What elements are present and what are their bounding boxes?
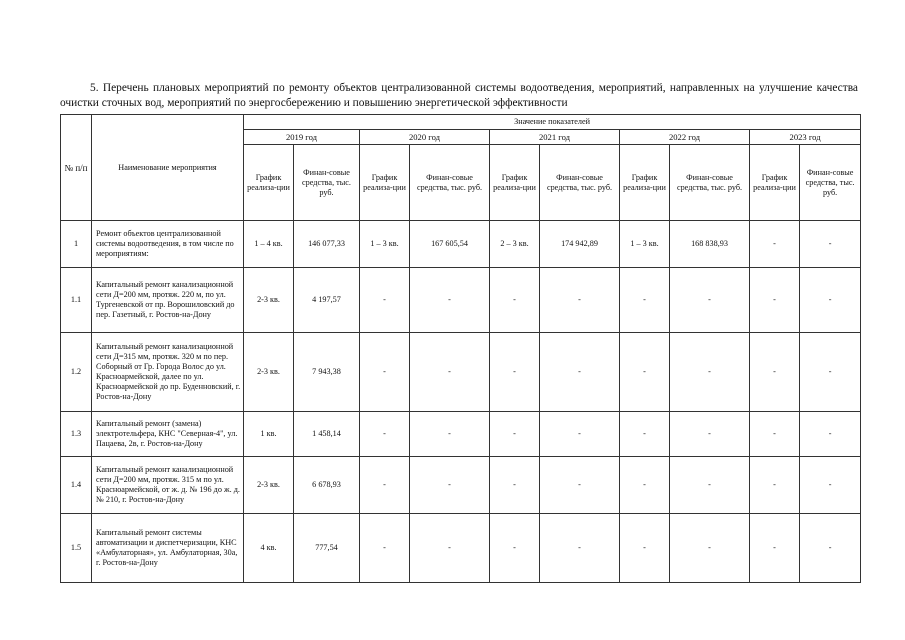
schedule-cell: 1 – 3 кв. xyxy=(360,221,410,268)
row-number: 1 xyxy=(61,221,92,268)
funds-cell: - xyxy=(800,268,861,333)
row-number: 1.5 xyxy=(61,514,92,583)
schedule-cell: - xyxy=(750,221,800,268)
funds-cell: - xyxy=(800,221,861,268)
funds-cell: - xyxy=(410,268,490,333)
funds-cell: 146 077,33 xyxy=(294,221,360,268)
schedule-cell: - xyxy=(620,412,670,457)
schedule-cell: - xyxy=(360,333,410,412)
row-number: 1.1 xyxy=(61,268,92,333)
year-header: 2022 год xyxy=(620,130,750,145)
funds-cell: - xyxy=(540,514,620,583)
row-number: 1.4 xyxy=(61,457,92,514)
funds-cell: - xyxy=(410,457,490,514)
schedule-cell: - xyxy=(490,333,540,412)
column-header-name: Наименование мероприятия xyxy=(92,115,244,221)
funds-cell: - xyxy=(540,333,620,412)
table-row xyxy=(61,514,861,583)
funds-header: Финан-совые средства, тыс. руб. xyxy=(294,145,360,221)
schedule-cell: - xyxy=(750,457,800,514)
funds-cell: - xyxy=(800,514,861,583)
funds-cell: - xyxy=(800,457,861,514)
funds-cell: 168 838,93 xyxy=(670,221,750,268)
schedule-cell: 1 – 3 кв. xyxy=(620,221,670,268)
schedule-cell: - xyxy=(750,268,800,333)
funds-header: Финан-совые средства, тыс. руб. xyxy=(410,145,490,221)
funds-cell: - xyxy=(670,412,750,457)
year-header: 2021 год xyxy=(490,130,620,145)
funds-cell: - xyxy=(670,514,750,583)
funds-cell: 1 458,14 xyxy=(294,412,360,457)
funds-cell: - xyxy=(410,412,490,457)
table-row xyxy=(61,333,861,412)
schedule-header: График реализа-ции xyxy=(490,145,540,221)
schedule-cell: - xyxy=(490,457,540,514)
schedule-header: График реализа-ции xyxy=(360,145,410,221)
schedule-header: График реализа-ции xyxy=(750,145,800,221)
measure-name: Капитальный ремонт канализационной сети Д=315 мм, протяж. 320 м по пер. Соборный от Гр. Города Волос до ул. Красноармейской, далее по ул. Красноармейской до пр. Буденновский, г. Ростов-на-Дону xyxy=(92,333,244,412)
schedule-cell: - xyxy=(750,333,800,412)
measure-name: Ремонт объектов централизованной системы водоотведения, в том числе по мероприятиям: xyxy=(92,221,244,268)
schedule-cell: 2-3 кв. xyxy=(244,268,294,333)
measure-name: Капитальный ремонт системы автоматизации и диспетчеризации, КНС «Амбулаторная», ул. Амбулаторная, 30а, г. Ростов-на-Дону xyxy=(92,514,244,583)
schedule-cell: - xyxy=(490,268,540,333)
funds-cell: - xyxy=(800,412,861,457)
measure-name: Капитальный ремонт канализационной сети Д=200 мм, протяж. 315 м по ул. Красноармейской, от ж. д. № 196 до ж. д. № 210, г. Ростов-на-Дону xyxy=(92,457,244,514)
schedule-cell: - xyxy=(360,514,410,583)
schedule-cell: - xyxy=(490,514,540,583)
schedule-cell: - xyxy=(620,514,670,583)
schedule-cell: - xyxy=(750,514,800,583)
column-header-number: № п/п xyxy=(61,115,92,221)
schedule-cell: 2-3 кв. xyxy=(244,333,294,412)
table-row xyxy=(61,457,861,514)
funds-cell: - xyxy=(540,412,620,457)
year-header: 2023 год xyxy=(750,130,861,145)
funds-cell: 7 943,38 xyxy=(294,333,360,412)
funds-cell: 174 942,89 xyxy=(540,221,620,268)
row-number: 1.2 xyxy=(61,333,92,412)
schedule-cell: - xyxy=(620,333,670,412)
section-heading: 5. Перечень плановых мероприятий по ремонту объектов централизованной системы водоотведения, мероприятий, направленных на улучшение качества очистки сточных вод, мероприятий по энергосбережению и повышению энергетической эффективности xyxy=(60,82,858,110)
table-row xyxy=(61,412,861,457)
row-number: 1.3 xyxy=(61,412,92,457)
schedule-cell: 1 кв. xyxy=(244,412,294,457)
schedule-cell: 2-3 кв. xyxy=(244,457,294,514)
funds-cell: - xyxy=(670,333,750,412)
table-row xyxy=(61,221,861,268)
funds-cell: - xyxy=(670,457,750,514)
schedule-header: График реализа-ции xyxy=(244,145,294,221)
funds-cell: 777,54 xyxy=(294,514,360,583)
plan-table xyxy=(60,114,861,583)
year-header: 2020 год xyxy=(360,130,490,145)
funds-cell: - xyxy=(670,268,750,333)
schedule-cell: - xyxy=(360,268,410,333)
funds-cell: - xyxy=(800,333,861,412)
funds-cell: - xyxy=(410,514,490,583)
group-header-indicators: Значение показателей xyxy=(244,115,861,130)
schedule-cell: - xyxy=(360,412,410,457)
funds-header: Финан-совые средства, тыс. руб. xyxy=(540,145,620,221)
schedule-header: График реализа-ции xyxy=(620,145,670,221)
year-header: 2019 год xyxy=(244,130,360,145)
funds-header: Финан-совые средства, тыс. руб. xyxy=(670,145,750,221)
funds-header: Финан-совые средства, тыс. руб. xyxy=(800,145,861,221)
schedule-cell: 1 – 4 кв. xyxy=(244,221,294,268)
schedule-cell: - xyxy=(750,412,800,457)
schedule-cell: - xyxy=(620,268,670,333)
schedule-cell: 4 кв. xyxy=(244,514,294,583)
funds-cell: - xyxy=(540,268,620,333)
measure-name: Капитальный ремонт канализационной сети Д=200 мм, протяж. 220 м, по ул. Тургеневской от пр. Ворошиловский до пер. Газетный, г. Ростов-на-Дону xyxy=(92,268,244,333)
schedule-cell: 2 – 3 кв. xyxy=(490,221,540,268)
funds-cell: 6 678,93 xyxy=(294,457,360,514)
funds-cell: 4 197,57 xyxy=(294,268,360,333)
funds-cell: 167 605,54 xyxy=(410,221,490,268)
table-row xyxy=(61,268,861,333)
schedule-cell: - xyxy=(620,457,670,514)
funds-cell: - xyxy=(410,333,490,412)
schedule-cell: - xyxy=(360,457,410,514)
schedule-cell: - xyxy=(490,412,540,457)
funds-cell: - xyxy=(540,457,620,514)
measure-name: Капитальный ремонт (замена) электротельфера, КНС "Северная-4", ул. Пацаева, 2в, г. Ростов-на-Дону xyxy=(92,412,244,457)
